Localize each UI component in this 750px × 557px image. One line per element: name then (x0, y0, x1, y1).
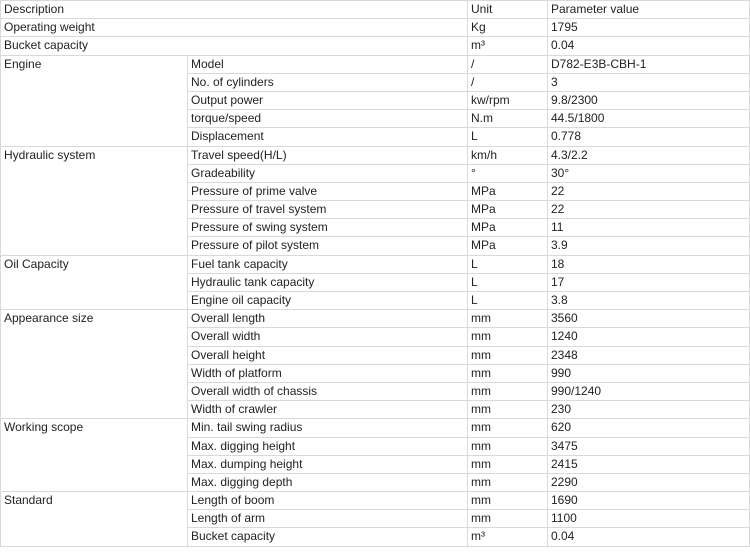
param-name: torque/speed (188, 110, 468, 128)
param-value: 3475 (548, 437, 750, 455)
table-row (1, 492, 750, 510)
param-unit: kw/rpm (468, 91, 548, 109)
row-unit: m³ (468, 37, 548, 55)
param-name: Width of crawler (188, 401, 468, 419)
param-value: 1100 (548, 510, 750, 528)
header-row (1, 1, 750, 19)
spec-table-body (1, 1, 750, 547)
param-unit: ° (468, 164, 548, 182)
param-value: 2348 (548, 346, 750, 364)
param-unit: MPa (468, 182, 548, 200)
header-unit: Unit (468, 1, 548, 19)
param-name: Travel speed(H/L) (188, 146, 468, 164)
param-value: 3 (548, 73, 750, 91)
group-label: Oil Capacity (1, 255, 188, 310)
param-unit: mm (468, 310, 548, 328)
param-value: 990/1240 (548, 382, 750, 400)
param-value: 22 (548, 182, 750, 200)
param-unit: mm (468, 364, 548, 382)
param-name: Min. tail swing radius (188, 419, 468, 437)
table-row (1, 419, 750, 437)
group-label: Hydraulic system (1, 146, 188, 255)
table-row (1, 146, 750, 164)
param-value: D782-E3B-CBH-1 (548, 55, 750, 73)
param-unit: mm (468, 419, 548, 437)
param-name: Overall length (188, 310, 468, 328)
param-name: Output power (188, 91, 468, 109)
param-unit: / (468, 55, 548, 73)
param-name: Pressure of prime valve (188, 182, 468, 200)
group-label: Working scope (1, 419, 188, 492)
param-value: 0.04 (548, 528, 750, 546)
param-name: Length of arm (188, 510, 468, 528)
param-unit: mm (468, 510, 548, 528)
param-unit: L (468, 128, 548, 146)
param-value: 1690 (548, 492, 750, 510)
param-unit: L (468, 292, 548, 310)
param-unit: mm (468, 455, 548, 473)
param-value: 44.5/1800 (548, 110, 750, 128)
param-name: Bucket capacity (188, 528, 468, 546)
param-name: Max. dumping height (188, 455, 468, 473)
param-value: 230 (548, 401, 750, 419)
param-value: 620 (548, 419, 750, 437)
param-unit: mm (468, 382, 548, 400)
param-value: 9.8/2300 (548, 91, 750, 109)
param-value: 3.8 (548, 292, 750, 310)
param-name: Max. digging depth (188, 473, 468, 491)
param-unit: mm (468, 437, 548, 455)
table-row (1, 255, 750, 273)
param-unit: MPa (468, 201, 548, 219)
param-name: Hydraulic tank capacity (188, 273, 468, 291)
param-name: Overall width (188, 328, 468, 346)
table-row (1, 55, 750, 73)
param-value: 4.3/2.2 (548, 146, 750, 164)
param-value: 1240 (548, 328, 750, 346)
group-label: Appearance size (1, 310, 188, 419)
table-row (1, 19, 750, 37)
param-unit: mm (468, 346, 548, 364)
param-name: Displacement (188, 128, 468, 146)
param-name: Max. digging height (188, 437, 468, 455)
header-description: Description (1, 1, 468, 19)
param-unit: mm (468, 328, 548, 346)
table-row (1, 37, 750, 55)
param-name: Pressure of pilot system (188, 237, 468, 255)
param-value: 18 (548, 255, 750, 273)
param-name: Pressure of swing system (188, 219, 468, 237)
param-name: Gradeability (188, 164, 468, 182)
param-value: 0.778 (548, 128, 750, 146)
param-name: Pressure of travel system (188, 201, 468, 219)
table-row (1, 310, 750, 328)
row-value: 0.04 (548, 37, 750, 55)
param-name: Overall width of chassis (188, 382, 468, 400)
param-unit: / (468, 73, 548, 91)
param-unit: MPa (468, 237, 548, 255)
param-unit: m³ (468, 528, 548, 546)
group-label: Engine (1, 55, 188, 146)
param-name: Engine oil capacity (188, 292, 468, 310)
row-label: Operating weight (1, 19, 468, 37)
param-unit: L (468, 273, 548, 291)
param-unit: N.m (468, 110, 548, 128)
param-value: 2415 (548, 455, 750, 473)
param-name: Model (188, 55, 468, 73)
row-unit: Kg (468, 19, 548, 37)
param-unit: MPa (468, 219, 548, 237)
param-name: Overall height (188, 346, 468, 364)
param-name: No. of cylinders (188, 73, 468, 91)
param-value: 30° (548, 164, 750, 182)
param-unit: km/h (468, 146, 548, 164)
param-name: Width of platform (188, 364, 468, 382)
param-unit: L (468, 255, 548, 273)
param-value: 3560 (548, 310, 750, 328)
row-value: 1795 (548, 19, 750, 37)
param-name: Length of boom (188, 492, 468, 510)
param-unit: mm (468, 492, 548, 510)
param-unit: mm (468, 401, 548, 419)
param-value: 17 (548, 273, 750, 291)
param-value: 990 (548, 364, 750, 382)
param-value: 3.9 (548, 237, 750, 255)
param-value: 22 (548, 201, 750, 219)
param-name: Fuel tank capacity (188, 255, 468, 273)
param-unit: mm (468, 473, 548, 491)
param-value: 11 (548, 219, 750, 237)
group-label: Standard (1, 492, 188, 547)
row-label: Bucket capacity (1, 37, 468, 55)
header-value: Parameter value (548, 1, 750, 19)
param-value: 2290 (548, 473, 750, 491)
